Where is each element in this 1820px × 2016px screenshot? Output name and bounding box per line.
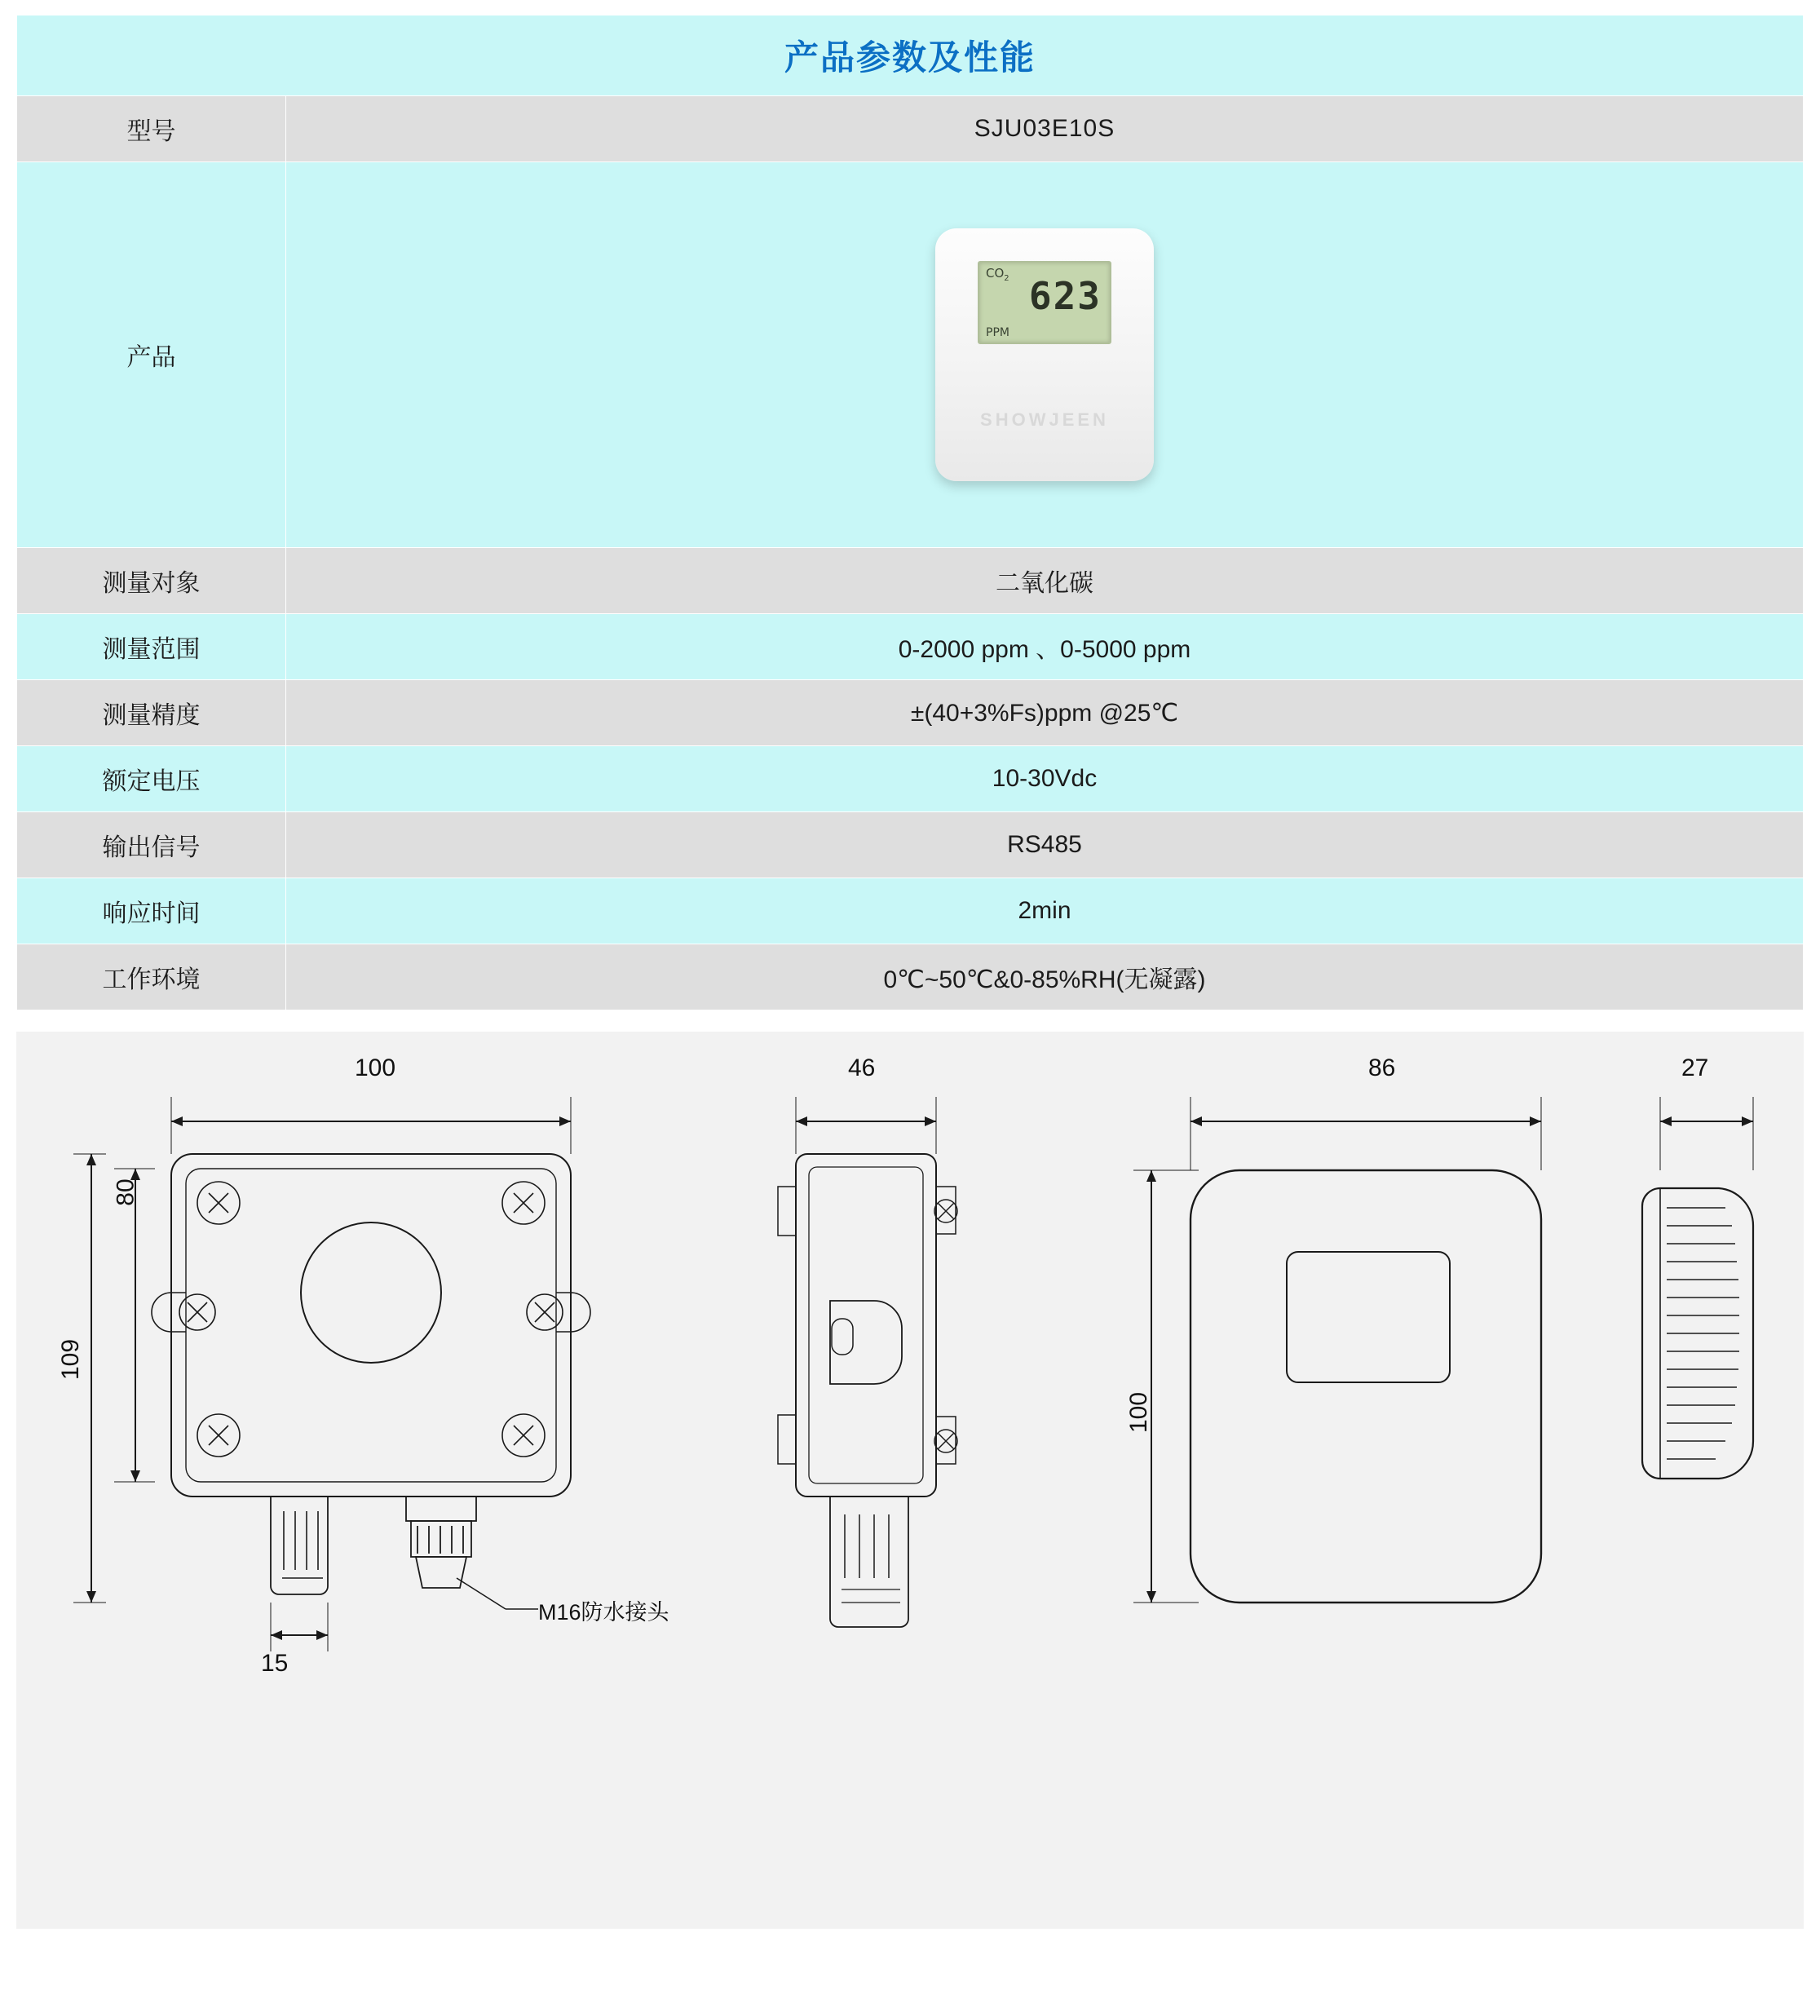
table-row-accuracy xyxy=(17,680,1804,746)
lcd-ppm-label: PPM xyxy=(986,326,1009,339)
row-label-voltage: 额定电压 xyxy=(17,746,286,812)
row-label-measure-target: 测量对象 xyxy=(17,548,286,614)
row-value-output: RS485 xyxy=(286,812,1804,878)
device-lcd-screen xyxy=(978,261,1111,344)
row-value-environment: 0℃~50℃&0-85%RH(无凝露) xyxy=(286,944,1804,1010)
table-row-voltage xyxy=(17,746,1804,812)
dim-probe-width: 15 xyxy=(261,1650,289,1677)
row-label-output: 输出信号 xyxy=(17,812,286,878)
specification-table xyxy=(16,15,1804,1010)
drawing-panel-side-view xyxy=(1631,1064,1810,1880)
dim-front-width: 100 xyxy=(355,1054,396,1081)
row-value-model: SJU03E10S xyxy=(286,96,1804,162)
dim-panel-width: 86 xyxy=(1368,1054,1396,1081)
row-value-accuracy: ±(40+3%Fs)ppm @25℃ xyxy=(286,680,1804,746)
table-row-model xyxy=(17,96,1804,162)
row-label-response-time: 响应时间 xyxy=(17,878,286,944)
dim-side-depth: 46 xyxy=(848,1054,876,1081)
table-row-measure-target xyxy=(17,548,1804,614)
row-value-measure-target: 二氧化碳 xyxy=(286,548,1804,614)
table-row-environment xyxy=(17,944,1804,1010)
row-label-measure-range: 测量范围 xyxy=(17,614,286,680)
dim-panel-height: 100 xyxy=(1125,1391,1153,1434)
product-spec-page xyxy=(0,15,1820,2016)
row-label-accuracy: 测量精度 xyxy=(17,680,286,746)
callout-m16-waterproof-connector: M16防水接头 xyxy=(538,1600,669,1625)
table-row-product xyxy=(17,162,1804,548)
row-label-model: 型号 xyxy=(17,96,286,162)
lcd-value: 623 xyxy=(1028,274,1102,318)
device-brand-label: SHOWJEEN xyxy=(980,409,1109,430)
dim-front-height: 109 xyxy=(57,1338,85,1381)
product-device-image xyxy=(935,228,1154,481)
technical-drawings-panel xyxy=(16,1032,1804,1929)
page-title: 产品参数及性能 xyxy=(17,15,1804,96)
table-row-output xyxy=(17,812,1804,878)
dim-front-inner-width: 80 xyxy=(112,1178,139,1206)
row-label-product: 产品 xyxy=(17,162,286,548)
drawing-enclosure-side-view xyxy=(734,1064,1027,1880)
table-title-row xyxy=(17,15,1804,96)
dim-panel-depth: 27 xyxy=(1681,1054,1709,1081)
table-row-response-time xyxy=(17,878,1804,944)
table-row-measure-range xyxy=(17,614,1804,680)
row-value-response-time: 2min xyxy=(286,878,1804,944)
row-value-voltage: 10-30Vdc xyxy=(286,746,1804,812)
row-value-measure-range: 0-2000 ppm 、0-5000 ppm xyxy=(286,614,1804,680)
lcd-co2-label: $CO_2$ xyxy=(986,266,1009,283)
row-label-environment: 工作环境 xyxy=(17,944,286,1010)
product-image-cell xyxy=(286,162,1804,548)
drawing-panel-front-view xyxy=(1101,1064,1606,1880)
